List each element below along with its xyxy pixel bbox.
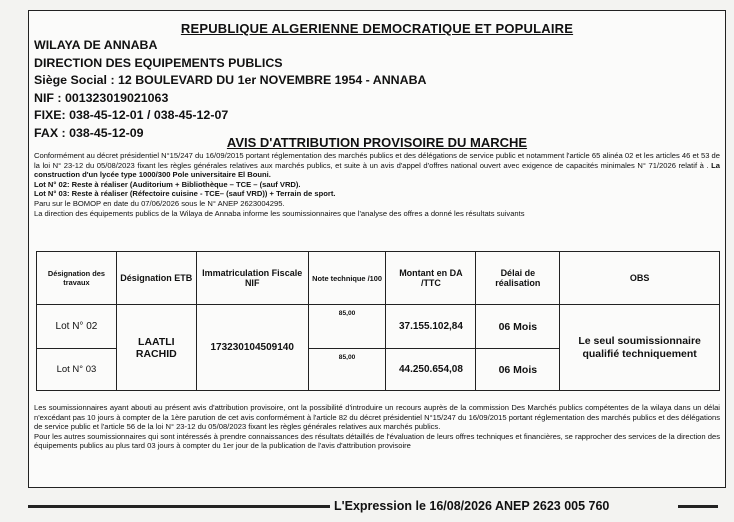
recourse-paragraph: Les soumissionnaires ayant abouti au présent avis d'attribution provisoire, ont la possibilité d'introduire un recours auprès de la commission Des Marchés publics compétentes de la wilaya dans un délai n'excédant pas 10 jours à compter de la 1ère parution de cet avis conformément à l'article 82 du décret présidentiel N°15/247 du 16/09/2015 portant réglementation des marchés publics et des délégations de service public et l'article 56 de la loi N° 23-12 du 05/08/2023 fixant les règles générales relatives aux marchés publics. <box>34 403 720 432</box>
footer-publication: L'Expression le 16/08/2026 ANEP 2623 005 760 <box>334 499 610 513</box>
phone-line: FIXE: 038-45-12-01 / 038-45-12-07 <box>34 108 229 123</box>
intro-paragraph <box>34 151 720 180</box>
table-header-row <box>37 252 720 305</box>
note-cell: 85,00 <box>308 305 386 349</box>
direction-info-line: La direction des équipements publics de la Wilaya de Annaba informe les soumissionnaires que l'analyse des offres a donné les résultats suivants <box>34 208 525 218</box>
bomop-text: Paru sur le BOMOP en date du 07/06/2026 sous le N° ANEP 2623004295. <box>34 198 285 208</box>
lot3-line: Lot N° 03: Reste à réaliser (Réfectoire cuisine - TCE– (sauf VRD)) + Terrain de sport. <box>34 189 336 199</box>
others-paragraph: Pour les autres soumissionnaires qui sont intéressés à prendre connaissances des résultats détaillés de l'évaluation de leurs offres techniques et financières, se rapprocher des services de la direction des équipements publics au plus tard 03 jours à compter du 1er jour de la publication de l'avis d'attribution provisoire <box>34 431 720 451</box>
company-nif-cell: 173230104509140 <box>196 305 308 391</box>
header-note: Note technique /100 <box>308 252 386 305</box>
notice-title: AVIS D'ATTRIBUTION PROVISOIRE DU MARCHE <box>226 135 528 150</box>
header-nif: Immatriculation Fiscale NIF <box>196 252 308 305</box>
fax-line: FAX : 038-45-12-09 <box>34 125 144 140</box>
issuer-block <box>34 37 426 143</box>
delay-cell: 06 Mois <box>476 305 560 349</box>
lot2-line: Lot N° 02: Reste à réaliser (Auditorium + Bibliothèque – TCE – (sauf VRD). <box>34 179 301 189</box>
direction-line: DIRECTION DES EQUIPEMENTS PUBLICS <box>34 55 283 70</box>
header-obs: OBS <box>560 252 720 305</box>
project-title: La construction d'un lycée type 1000/300 Pole universitaire El Bouni. <box>34 160 720 180</box>
bomop-line <box>34 199 720 209</box>
nif-line: NIF : 001323019021063 <box>34 90 169 105</box>
republic-heading: REPUBLIQUE ALGERIENNE DEMOCRATIQUE ET POPULAIRE <box>180 21 574 36</box>
note-cell: 85,00 <box>308 349 386 391</box>
header-etb: Désignation ETB <box>116 252 196 305</box>
notice-intro <box>34 151 720 218</box>
lot-cell: Lot N° 02 <box>37 305 117 349</box>
amount-cell: 37.155.102,84 <box>386 305 476 349</box>
delay-cell: 06 Mois <box>476 349 560 391</box>
results-table <box>36 251 720 391</box>
recourse-text-block <box>34 403 720 451</box>
amount-cell: 44.250.654,08 <box>386 349 476 391</box>
company-cell: LAATLI RACHID <box>116 305 196 391</box>
intro-text: Conformément au décret présidentiel N°15/247 du 16/09/2015 portant réglementation des marchés publics et des délégations de service public et notamment l'article 65 alinéa 02 et les articles 46 et 53 de la loi N° 23-12 du 05/08/2023 fixant les règles générales relatives aux marchés publics, et suite à un avis d'appel d'offres national ouvert avec exigence de capacités minimales N° 71/2026 relatif à . <box>34 151 720 170</box>
siege-line: Siège Social : 12 BOULEVARD DU 1er NOVEMBRE 1954 - ANNABA <box>34 73 427 88</box>
publication-footer <box>0 497 734 517</box>
notice-frame <box>28 10 726 488</box>
footer-rule-right <box>678 505 718 508</box>
wilaya-line: WILAYA DE ANNABA <box>34 38 158 52</box>
table-row <box>37 305 720 349</box>
header-delay: Délai de réalisation <box>476 252 560 305</box>
header-lot: Désignation des travaux <box>37 252 117 305</box>
footer-rule-left <box>28 505 330 508</box>
header-amount: Montant en DA /TTC <box>386 252 476 305</box>
obs-cell: Le seul soumissionnaire qualifié techniquement <box>560 305 720 391</box>
lot-cell: Lot N° 03 <box>37 349 117 391</box>
